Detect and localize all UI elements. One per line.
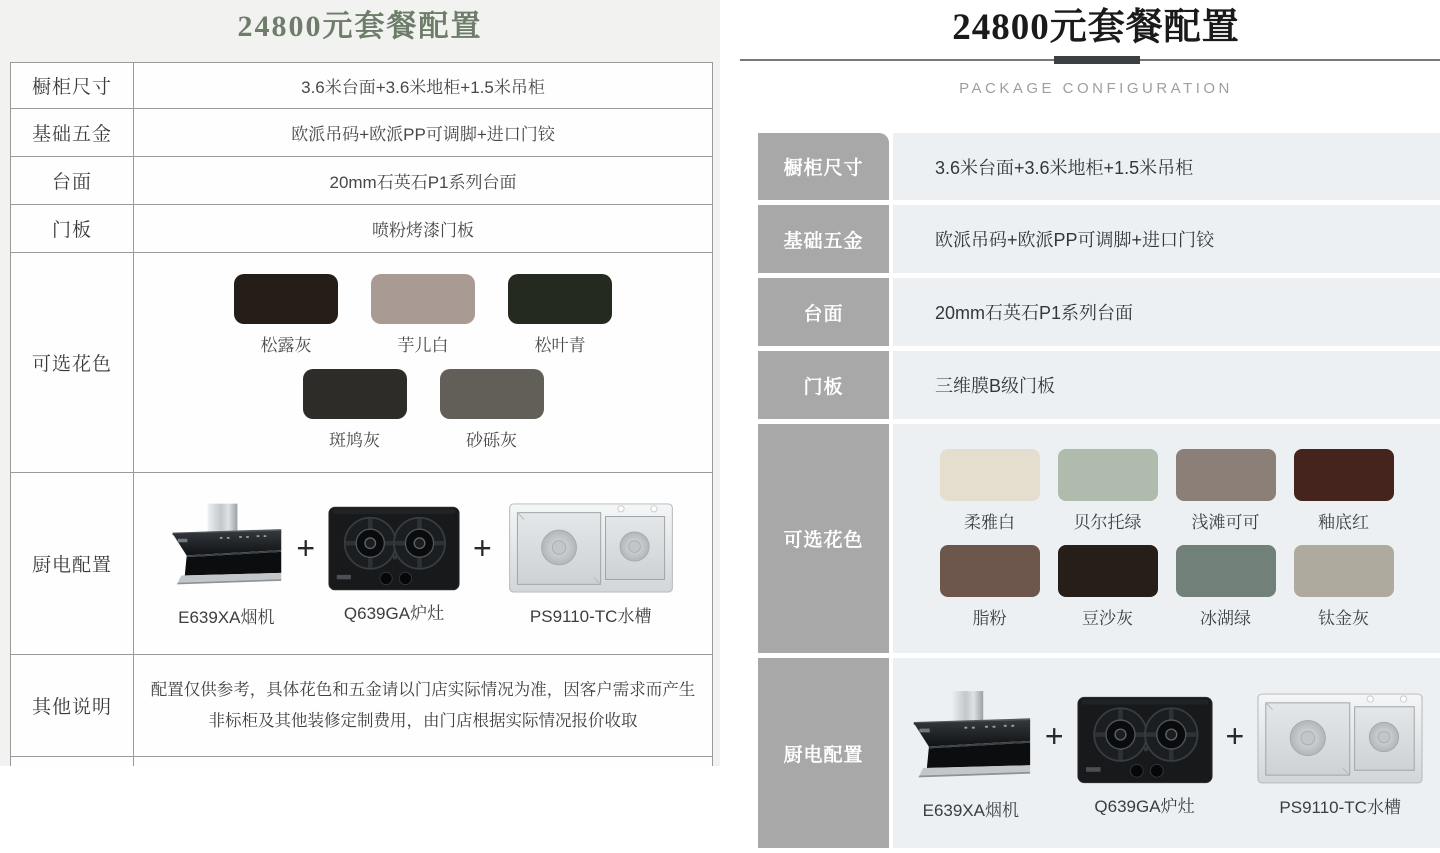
plus-separator: + [1225,717,1245,754]
color-option [940,449,1040,533]
row-value: 喷粉烤漆门板 [372,221,474,240]
appliance-item [169,500,283,628]
swatch-label: 贝尔托绿 [1073,512,1142,532]
row-label: 门板 [11,205,134,252]
table-row [758,133,1440,200]
appliance-label: E639XA烟机 [178,607,275,627]
swatch-label: 豆沙灰 [1082,608,1133,628]
page-title: 24800元套餐配置 [952,7,1240,48]
notes-text: 配置仅供参考，具体花色和五金请以门店实际情况为准，因客户需求而产生非标柜及其他装修定制费用，由门店根据实际情况报价收取 [150,680,696,730]
row-label: 橱柜尺寸 [11,63,134,108]
swatch-label: 钛金灰 [1318,608,1369,628]
row-value: 20mm石英石P1系列台面 [329,173,517,192]
page-title: 24800元套餐配置 [237,10,483,43]
swatch-label: 柔雅白 [964,512,1015,532]
swatch-label: 冰湖绿 [1200,608,1251,628]
row-label: 可选花色 [758,424,889,653]
plus-separator: + [473,529,492,566]
color-swatch [940,449,1040,501]
right-package-panel [720,0,1440,819]
color-options-cell [134,253,712,472]
color-swatch [234,274,338,324]
swatch-label: 砂砾灰 [466,431,517,450]
row-value: 3.6米台面+3.6米地柜+1.5米吊柜 [301,78,545,97]
table-row [11,157,712,205]
appliance-label: PS9110-TC水槽 [529,606,652,626]
color-option [508,274,612,356]
gas-cooktop-image [328,506,460,591]
color-swatch [1294,449,1394,501]
row-label: 基础五金 [11,109,134,156]
color-option [1176,449,1276,533]
swatch-label: 斑鸠灰 [329,431,380,450]
row-label: 可选花色 [11,253,134,472]
swatch-label: 浅滩可可 [1191,512,1260,532]
color-option [1058,449,1158,533]
table-row [758,205,1440,273]
row-label: 橱柜尺寸 [758,133,889,200]
color-option [303,369,407,451]
row-value: 欧派吊码+欧派PP可调脚+进口门铰 [893,205,1440,273]
spec-table [758,133,1440,853]
title-divider-bar [1054,56,1140,64]
table-row-partial [11,757,712,766]
color-option [940,545,1040,629]
appliance-item [1257,688,1423,818]
color-option [440,369,544,451]
swatch-label: 松露灰 [260,336,312,355]
appliances-cell [134,473,712,654]
color-swatch [1294,545,1394,597]
color-option [1294,449,1394,533]
color-option [1058,545,1158,629]
row-label: 台面 [758,278,889,346]
swatch-label: 脂粉 [972,608,1007,628]
appliance-label: Q639GA炉灶 [1094,796,1195,816]
appliance-label: PS9110-TC水槽 [1279,797,1401,817]
appliance-item [1077,688,1213,817]
table-row [758,278,1440,346]
swatch-label: 釉底红 [1318,512,1369,532]
row-label: 台面 [11,157,134,204]
color-swatch [1176,545,1276,597]
color-option [234,274,338,356]
appliances-cell [893,658,1440,848]
row-value: 20mm石英石P1系列台面 [893,278,1440,346]
row-label: 其他说明 [11,655,134,756]
swatch-label: 松叶青 [534,336,586,355]
table-row-colors [758,424,1440,653]
table-row [11,63,712,109]
sink-image [1257,692,1423,785]
row-value: 欧派吊码+欧派PP可调脚+进口门铰 [291,125,555,144]
table-row [758,351,1440,419]
row-value: 三维膜B级门板 [893,351,1440,419]
notes-cell [134,655,712,756]
plus-separator: + [1044,717,1064,754]
swatch-grid [940,449,1394,629]
appliance-item [328,500,460,624]
swatch-label: 芋儿白 [397,336,449,355]
plus-separator: + [296,529,315,566]
row-label: 门板 [758,351,889,419]
row-label: 厨电配置 [758,658,889,848]
row-label: 基础五金 [758,205,889,273]
appliance-item [910,688,1032,821]
table-row-appliances [758,658,1440,848]
row-label: 厨电配置 [11,473,134,654]
appliance-label: E639XA烟机 [922,800,1019,820]
color-swatch [508,274,612,324]
color-option [1294,545,1394,629]
color-swatch [1058,449,1158,501]
page-subtitle: PACKAGE CONFIGURATION [959,80,1233,97]
color-option [371,274,475,356]
table-row-appliances [11,473,712,655]
row-value: 3.6米台面+3.6米地柜+1.5米吊柜 [893,133,1440,200]
appliance-item [505,500,677,627]
appliance-label: Q639GA炉灶 [343,603,445,623]
color-option [1176,545,1276,629]
range-hood-image [169,500,283,595]
spec-table [10,62,713,766]
row-value-empty [134,757,712,766]
sink-image [505,502,677,594]
color-swatch [1176,449,1276,501]
table-row-colors [11,253,712,473]
row-label-empty [11,757,134,766]
table-row-notes [11,655,712,757]
table-row [11,109,712,157]
color-swatch [371,274,475,324]
color-swatch [440,369,544,419]
color-options-cell [893,424,1440,653]
table-row [11,205,712,253]
color-swatch [940,545,1040,597]
color-swatch [303,369,407,419]
color-swatch [1058,545,1158,597]
left-package-panel [0,0,720,766]
swatch-grid [234,274,612,451]
gas-cooktop-image [1077,696,1213,784]
range-hood-image [910,688,1032,788]
